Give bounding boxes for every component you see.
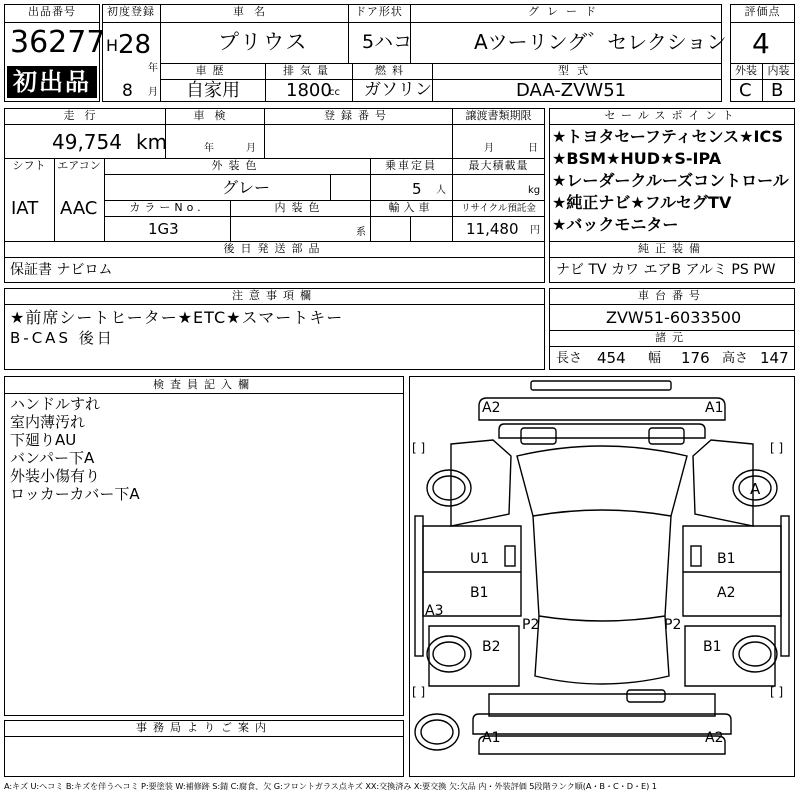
inspector-label: 検査員記入欄 [153,378,255,391]
month-unit: 月 [148,87,158,98]
year-unit: 年 [148,63,158,74]
damage-p2-left: P2 [522,617,540,633]
capacity-unit: 人 [436,185,446,196]
chassis-number: ZVW51-6033500 [606,308,742,327]
damage-p2-right: P2 [664,617,682,633]
notes-label: 注意事項欄 [232,289,317,302]
inspection-label: 車検 [193,109,236,122]
year: 28 [118,30,152,60]
interior-label: 内装 [767,64,790,77]
max-load-label: 最大積載量 [468,159,529,172]
first-listing-badge: 初出品 [7,66,97,98]
damage-front-left: A2 [482,400,501,416]
length-label: 長さ [556,351,583,366]
recycle-label: リサイクル預託金 [461,203,536,214]
history: 自家用 [186,80,240,101]
interior-grade: B [771,80,784,101]
score-label: 評価点 [744,5,781,18]
max-load-unit: kg [528,185,541,196]
mileage-unit: km [136,130,168,154]
interior-color-label: 内装色 [274,201,326,214]
model-label: 型式 [558,64,596,77]
exterior-label: 外装 [735,64,757,77]
lot-number: 36277 [10,25,106,60]
damage-a2-right: A2 [717,585,736,601]
damage-rear-right: A2 [705,730,724,746]
width: 176 [681,349,710,367]
shift: IAT [11,198,39,219]
chassis-label: 車台番号 [638,289,706,302]
later-parts: 保証書 ナビロム [10,262,113,278]
height: 147 [760,349,789,367]
damage-a3: A3 [425,603,444,619]
first-reg-label: 初度登録 [107,5,155,18]
displacement: 1800 [286,80,332,101]
month: 8 [122,81,133,101]
capacity-label: 乗車定員 [385,159,437,172]
inspector-line: ハンドルすれ [10,395,101,413]
damage-bracket-rear-right: [ ] [770,685,784,699]
sales-points-label: セールスポイント [604,109,740,122]
damage-bracket-left: [ ] [412,441,426,455]
displacement-unit: cc [329,87,340,98]
interior-color-unit: 系 [356,227,366,238]
damage-b1-right: B1 [717,551,736,567]
sales-point-line: ★レーダークルーズコントロール [552,171,789,190]
inspector-line: 室内薄汚れ [10,413,86,431]
history-label: 車歴 [195,64,230,77]
color: グレー [222,178,271,197]
inspector-line: ロッカーカバー下A [10,485,140,503]
equipment: ナビ TV カワ エアB アルミ PS PW [556,262,776,278]
sales-point-line: ★BSM★HUD★S-IPA [552,149,722,168]
recycle-fee: 11,480 [466,220,519,238]
length: 454 [597,349,626,367]
car-name: プリウス [218,30,309,54]
transfer-deadline-label: 譲渡書類期限 [465,109,532,122]
height-label: 高さ [722,351,749,366]
footer-legend: A:キズ U:ヘコミ B:キズを伴うヘコミ P:要塗装 W:補修跡 S:錆 C:腐食、欠 G:フロントガラス点キズ XX:交換済み X:要交換 欠:欠品 内・外装評価 5段階ランク順(A・B・C・D・E) 1 [4,781,657,791]
damage-wheel-right: A [750,480,761,498]
damage-front-right: A1 [705,400,724,416]
score: 4 [752,27,770,60]
inspection-month-unit: 月 [246,143,256,154]
later-parts-label: 後日発送部品 [223,242,326,255]
era: H [106,36,119,55]
exterior-grade: C [739,80,752,101]
recycle-unit: 円 [530,225,540,236]
notes-line-1: ★前席シートヒーター★ETC★スマートキー [10,308,344,327]
door: 5ハコ [362,31,413,53]
mileage: 49,754 [52,130,122,154]
displacement-label: 排気量 [283,64,334,77]
damage-b1-rear-right: B1 [703,639,722,655]
sales-point-line: ★純正ナビ★フルセグTV [552,193,732,212]
fuel-label: 燃料 [375,64,409,77]
damage-b1-left: B1 [470,585,489,601]
damage-u1: U1 [470,551,490,567]
ac: AAC [60,198,98,219]
fuel: ガソリン [364,80,432,100]
inspection-year-unit: 年 [204,143,214,154]
damage-rear-left: A1 [482,730,501,746]
color-label: 外装色 [211,159,263,172]
shift-label: シフト [12,159,46,172]
office-label: 事務局よりご案内 [136,721,272,734]
ac-label: エアコン [57,159,101,172]
capacity: 5 [412,180,422,198]
transfer-month-unit: 月 [484,143,494,154]
damage-bracket-right: [ ] [770,441,784,455]
inspector-line: 外装小傷有り [10,467,101,485]
registration-label: 登録番号 [324,109,392,122]
transfer-day-unit: 日 [528,143,538,154]
model: DAA-ZVW51 [516,80,627,101]
color-no: 1G3 [148,220,179,238]
door-label: ドア形状 [355,5,403,18]
inspector-line: 下廻りAU [10,431,77,449]
dims-label: 諸元 [655,331,689,344]
damage-b2: B2 [482,639,501,655]
inspector-line: バンパー下A [10,449,95,467]
grade: Aツーリング゛セレクション [474,30,727,54]
notes-line-2: B-CAS 後日 [10,329,115,347]
equipment-label: 純正装備 [638,242,706,255]
grade-label: グレード [528,5,604,18]
mileage-label: 走行 [63,109,106,122]
car-diagram [409,376,795,777]
color-no-label: カラーNo. [129,201,205,214]
damage-bracket-rear-left: [ ] [412,685,426,699]
import-label: 輸入車 [388,201,434,214]
width-label: 幅 [648,351,662,366]
sales-point-line: ★バックモニター [552,215,679,234]
sales-point-line: ★トヨタセーフティセンス★ICS [552,127,784,146]
car-name-label: 車名 [233,5,275,18]
lot-label: 出品番号 [28,5,76,18]
